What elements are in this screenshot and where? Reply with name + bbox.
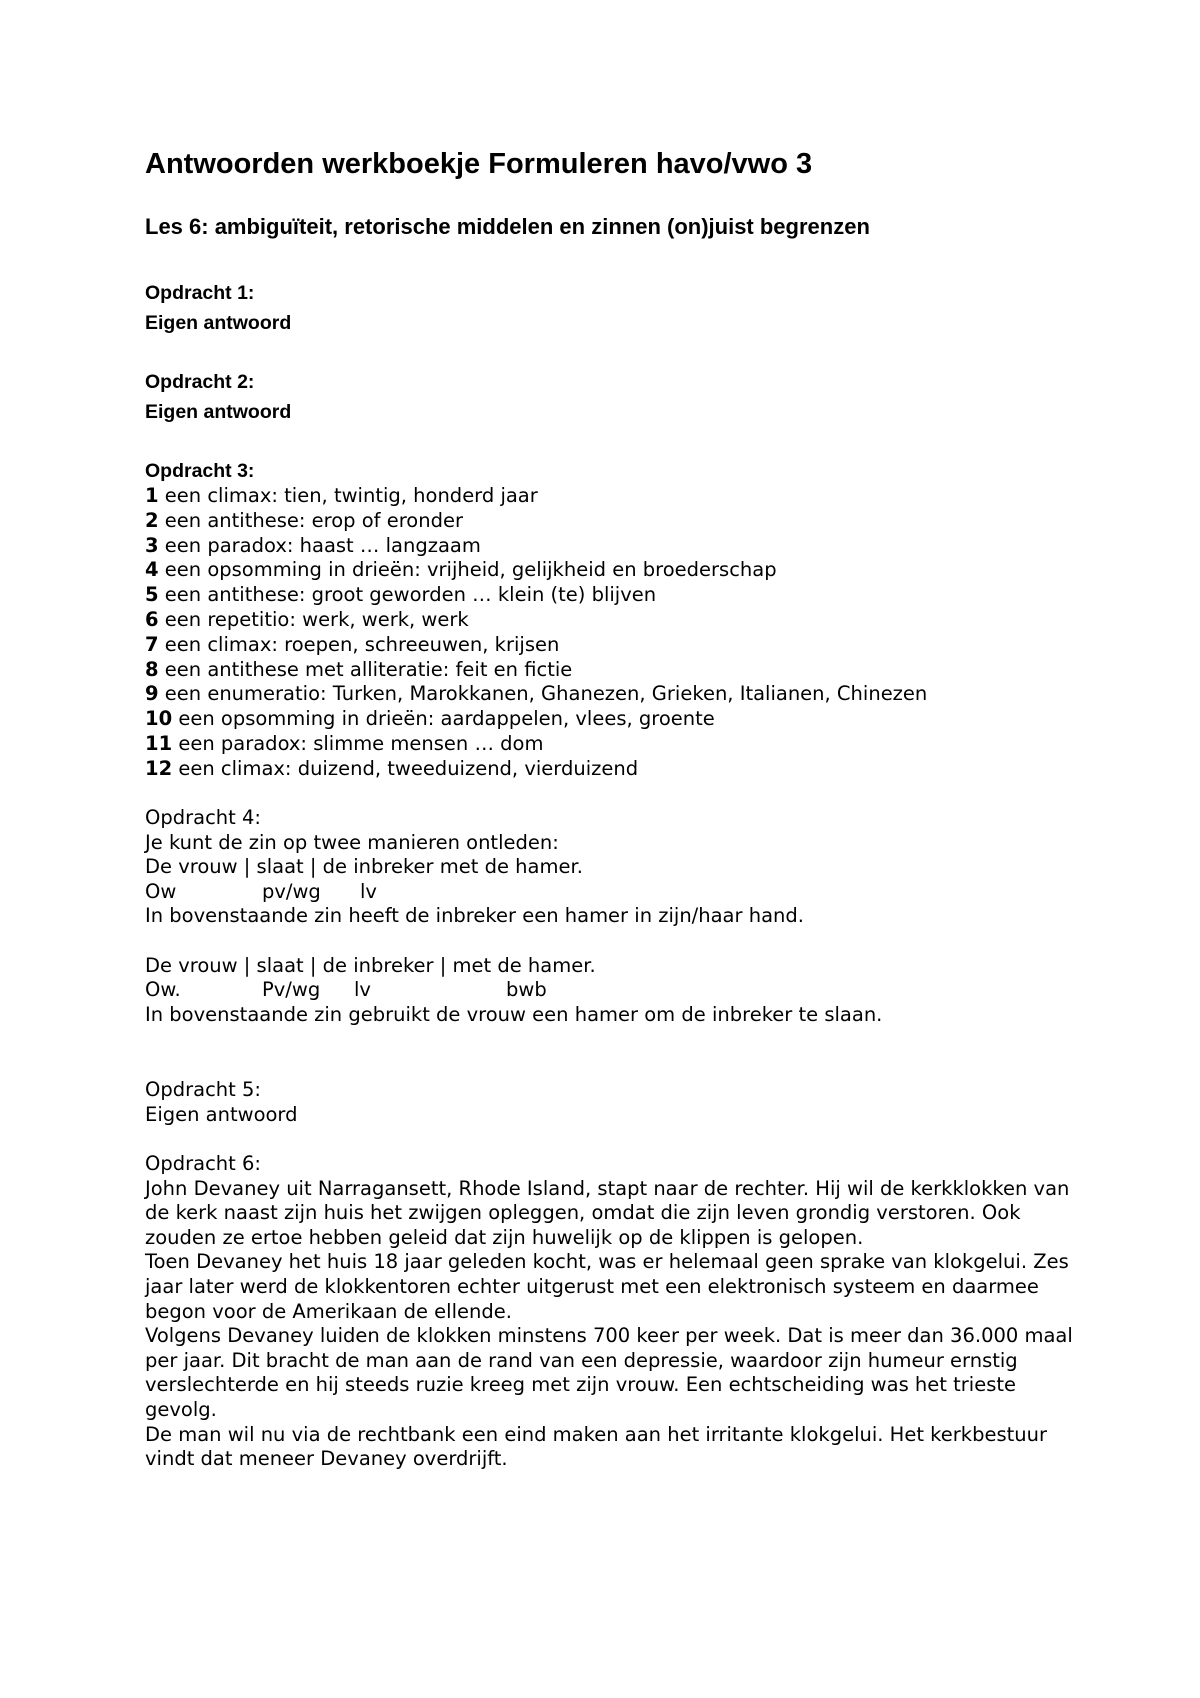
label-pv-2: Pv/wg <box>262 978 321 1002</box>
opdracht-4-intro: Je kunt de zin op twee manieren ontleden: <box>145 830 559 854</box>
parse-sentence-2: De vrouw | slaat | de inbreker | met de hamer. <box>145 953 596 977</box>
list-item-number: 1 <box>145 484 159 507</box>
opdracht-5 <box>145 1078 298 1127</box>
opdracht-6-paragraph-4: De man wil nu via de rechtbank een eind maken aan het irritante klokgelui. Het kerkbestuur vindt dat meneer Devaney overdrijft. <box>145 1422 1047 1471</box>
opdracht-6-paragraph-3: Volgens Devaney luiden de klokken minstens 700 keer per week. Dat is meer dan 36.000 maal per jaar. Dit bracht de man aan de rand van een depressie, waardoor zijn humeur ernstig verslechterde en hij steeds ruzie kreeg met zijn vrouw. Een echtscheiding was het trieste gevolg. <box>145 1324 1073 1421</box>
list-item-text: een repetitio: werk, werk, werk <box>158 607 469 631</box>
opdracht-3-list <box>145 484 927 782</box>
list-item-text: een climax: roepen, schreeuwen, krijsen <box>158 632 560 656</box>
list-item-number: 5 <box>145 583 159 607</box>
opdracht-5-heading: Opdracht 5: <box>145 1078 261 1101</box>
opdracht-1-answer: Eigen antwoord <box>145 312 292 334</box>
opdracht-4-heading: Opdracht 4: <box>145 806 261 829</box>
list-item <box>145 534 927 559</box>
parse-labels-1 <box>145 880 882 905</box>
opdracht-1 <box>145 278 291 338</box>
list-item-number: 4 <box>145 558 159 582</box>
list-item <box>145 658 927 683</box>
lesson-subtitle: Les 6: ambiguïteit, retorische middelen en zinnen (on)juist begrenzen <box>145 214 870 239</box>
opdracht-4 <box>145 806 882 1027</box>
opdracht-1-heading: Opdracht 1: <box>145 282 255 304</box>
parse-labels-2 <box>145 978 882 1003</box>
list-item-text: een climax: tien, twintig, honderd jaar <box>158 484 538 507</box>
list-item <box>145 732 927 757</box>
opdracht-6-paragraph-2: Toen Devaney het huis 18 jaar geleden kocht, was er helemaal geen sprake van klokgelui. Zes jaar later werd de klokkentoren echter uitgerust met een elektronisch systeem en daarmee begon voor de Amerikaan de ellende. <box>145 1250 1069 1323</box>
list-item-number: 6 <box>145 607 159 631</box>
list-item-number: 9 <box>145 682 159 706</box>
list-item-text: een opsomming in drieën: vrijheid, gelijkheid en broederschap <box>158 558 777 582</box>
list-item-number: 12 <box>145 756 173 780</box>
list-item-text: een enumeratio: Turken, Marokkanen, Ghanezen, Grieken, Italianen, Chinezen <box>158 682 928 706</box>
list-item-number: 2 <box>145 508 159 532</box>
list-item <box>145 633 927 658</box>
label-pv-1: pv/wg <box>262 879 321 903</box>
opdracht-2 <box>145 367 291 427</box>
list-item-text: een antithese met alliteratie: feit en fictie <box>158 657 573 681</box>
list-item-text: een paradox: haast … langzaam <box>158 533 481 557</box>
document-title: Antwoorden werkboekje Formuleren havo/vwo 3 <box>145 148 813 180</box>
list-item <box>145 583 927 608</box>
list-item <box>145 484 927 509</box>
list-item-number: 3 <box>145 533 159 557</box>
list-item <box>145 509 927 534</box>
parse-explanation-2: In bovenstaande zin gebruikt de vrouw een hamer om de inbreker te slaan. <box>145 1002 883 1026</box>
label-ow-1: Ow <box>145 879 177 903</box>
opdracht-6-paragraph-1: John Devaney uit Narragansett, Rhode Island, stapt naar de rechter. Hij wil de kerkklokken van de kerk naast zijn huis het zwijgen opleggen, omdat die zijn leven grondig verstoren. Ook zouden ze ertoe hebben geleid dat zijn huwelijk op de klippen is gelopen. <box>145 1176 1070 1249</box>
list-item <box>145 757 927 782</box>
list-item <box>145 558 927 583</box>
parse-sentence-1: De vrouw | slaat | de inbreker met de hamer. <box>145 855 583 879</box>
list-item-text: een paradox: slimme mensen … dom <box>172 731 544 755</box>
label-bwb-2: bwb <box>506 978 547 1002</box>
list-item-number: 11 <box>145 731 173 755</box>
label-lv-1: lv <box>360 879 377 903</box>
list-item <box>145 707 927 732</box>
label-ow-2: Ow. <box>145 978 181 1002</box>
list-item-text: een opsomming in drieën: aardappelen, vlees, groente <box>172 707 715 731</box>
list-item-number: 8 <box>145 657 159 681</box>
list-item-text: een antithese: erop of eronder <box>158 508 463 532</box>
opdracht-3-heading: Opdracht 3: <box>145 460 255 482</box>
opdracht-6-heading: Opdracht 6: <box>145 1152 261 1175</box>
opdracht-2-heading: Opdracht 2: <box>145 371 255 393</box>
label-lv-2: lv <box>354 978 371 1002</box>
list-item <box>145 682 927 707</box>
opdracht-6 <box>145 1152 1075 1472</box>
opdracht-2-answer: Eigen antwoord <box>145 401 292 423</box>
list-item <box>145 608 927 633</box>
parse-explanation-1: In bovenstaande zin heeft de inbreker een hamer in zijn/haar hand. <box>145 904 804 928</box>
list-item-number: 7 <box>145 632 159 656</box>
list-item-text: een antithese: groot geworden … klein (te) blijven <box>158 583 657 607</box>
list-item-text: een climax: duizend, tweeduizend, vierduizend <box>172 756 639 780</box>
opdracht-5-answer: Eigen antwoord <box>145 1102 298 1126</box>
list-item-number: 10 <box>145 707 173 731</box>
